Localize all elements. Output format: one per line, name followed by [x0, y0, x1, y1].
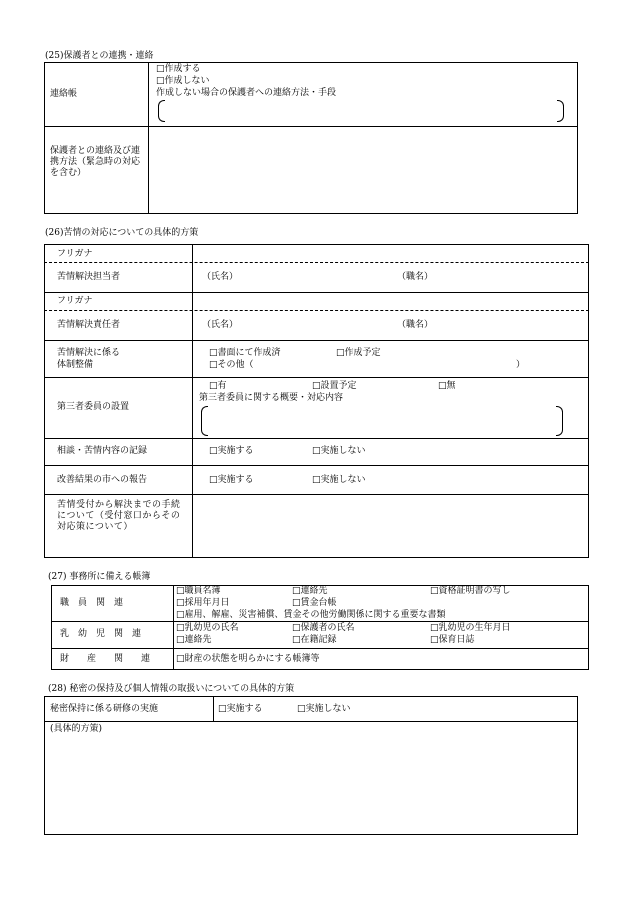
child-birthdate-checkbox[interactable]: □乳幼児の生年月日	[430, 623, 511, 633]
training-label: 秘密保持に係る研修の実施	[50, 704, 159, 714]
child-name-checkbox[interactable]: □乳幼児の氏名	[176, 623, 239, 633]
record-label: 相談・苦情内容の記録	[57, 446, 148, 456]
guardian-name-checkbox[interactable]: □保護者の氏名	[292, 623, 355, 633]
committee-no-checkbox[interactable]: □無	[438, 381, 456, 391]
alt-method-note: 作成しない場合の保護者への連絡方法・手段	[156, 88, 337, 98]
section-26-heading: (26)苦情の対応についての具体的方策	[45, 228, 199, 238]
asset-ledger-checkbox[interactable]: □財産の状態を明らかにする帳簿等	[176, 654, 320, 664]
other-checkbox[interactable]: □その他（	[209, 360, 254, 370]
responsible-title-label: （職名）	[397, 320, 434, 330]
divider	[51, 648, 589, 649]
committee-yes-checkbox[interactable]: □有	[209, 381, 227, 391]
procedure-input[interactable]	[194, 496, 587, 556]
system-label-line1: 苦情解決に係る	[57, 348, 121, 358]
staff-qualification-checkbox[interactable]: □資格証明書の写し	[430, 586, 511, 596]
close-paren: ）	[516, 360, 526, 370]
section-25-heading: (25)保護者との連携・連絡	[45, 51, 154, 61]
staff-contact-checkbox[interactable]: □連絡先	[292, 586, 328, 596]
written-done-checkbox[interactable]: □書面にて作成済	[209, 348, 281, 358]
divider	[44, 494, 589, 495]
childcare-diary-checkbox[interactable]: □保育日誌	[430, 635, 475, 645]
handler-title-label: （職名）	[397, 272, 434, 282]
measures-input[interactable]	[46, 737, 576, 833]
contact-book-label: 連絡帳	[50, 89, 78, 99]
committee-note: 第三者委員に関する概要・対応内容	[199, 393, 344, 403]
staff-labor-docs-checkbox[interactable]: □雇用、解雇、災害補償、賃金その他労働関係に関する重要な書類	[176, 610, 446, 620]
handler-name-label: （氏名）	[202, 272, 239, 282]
asset-label: 財 産 関 連	[60, 654, 151, 664]
record-not-implement-checkbox[interactable]: □実施しない	[312, 446, 366, 456]
planned-checkbox[interactable]: □作成予定	[336, 348, 381, 358]
responsible-label: 苦情解決責任者	[57, 320, 121, 330]
procedure-label: 苦情受付から解決までの手続について（受付窓口からその対応策について）	[57, 500, 181, 532]
divider	[44, 721, 578, 722]
divider	[213, 696, 214, 721]
alt-method-input[interactable]	[166, 100, 554, 120]
divider	[44, 126, 578, 127]
measures-label: (具体的方策)	[50, 724, 103, 734]
committee-planned-checkbox[interactable]: □設置予定	[312, 381, 357, 391]
furigana-label: フリガナ	[57, 296, 93, 306]
divider	[148, 62, 149, 214]
staff-hire-date-checkbox[interactable]: □採用年月日	[176, 598, 230, 608]
divider	[51, 621, 589, 622]
report-implement-checkbox[interactable]: □実施する	[209, 475, 254, 485]
bracket-right	[557, 100, 564, 122]
staff-label: 職 員 関 連	[60, 598, 124, 608]
not-create-checkbox[interactable]: □作成しない	[156, 76, 210, 86]
divider	[44, 377, 589, 378]
section-27-heading: (27) 事務所に備える帳簿	[48, 572, 151, 582]
liaison-method-input[interactable]	[150, 128, 576, 212]
committee-details-input[interactable]	[209, 406, 553, 434]
create-checkbox[interactable]: □作成する	[156, 64, 201, 74]
divider	[44, 465, 589, 466]
child-contact-checkbox[interactable]: □連絡先	[176, 635, 212, 645]
bracket-right	[556, 406, 563, 436]
training-implement-checkbox[interactable]: □実施する	[218, 704, 263, 714]
enrollment-record-checkbox[interactable]: □在籍記録	[292, 635, 337, 645]
bracket-left	[158, 100, 165, 122]
divider-dashed	[44, 310, 589, 311]
other-input[interactable]	[262, 360, 514, 371]
staff-wage-ledger-checkbox[interactable]: □賃金台帳	[292, 598, 337, 608]
section-28-heading: (28) 秘密の保持及び個人情報の取扱いについての具体的方策	[48, 684, 295, 694]
report-label: 改善結果の市への報告	[57, 475, 148, 485]
divider	[44, 438, 589, 439]
system-label-line2: 体制整備	[57, 360, 94, 370]
divider	[173, 585, 174, 670]
divider	[44, 340, 589, 341]
bracket-left	[201, 406, 208, 436]
committee-label: 第三者委員の設置	[57, 402, 130, 412]
staff-roster-checkbox[interactable]: □職員名簿	[176, 586, 221, 596]
child-label: 乳 幼 児 関 連	[60, 629, 142, 639]
divider	[44, 292, 589, 293]
record-implement-checkbox[interactable]: □実施する	[209, 446, 254, 456]
responsible-name-label: （氏名）	[202, 320, 239, 330]
furigana-label: フリガナ	[57, 249, 93, 259]
training-not-implement-checkbox[interactable]: □実施しない	[297, 704, 351, 714]
report-not-implement-checkbox[interactable]: □実施しない	[312, 475, 366, 485]
divider-dashed	[44, 262, 589, 263]
handler-label: 苦情解決担当者	[57, 272, 121, 282]
liaison-method-label: 保護者との連絡及び連携方法（緊急時の対応を含む）	[50, 146, 141, 178]
